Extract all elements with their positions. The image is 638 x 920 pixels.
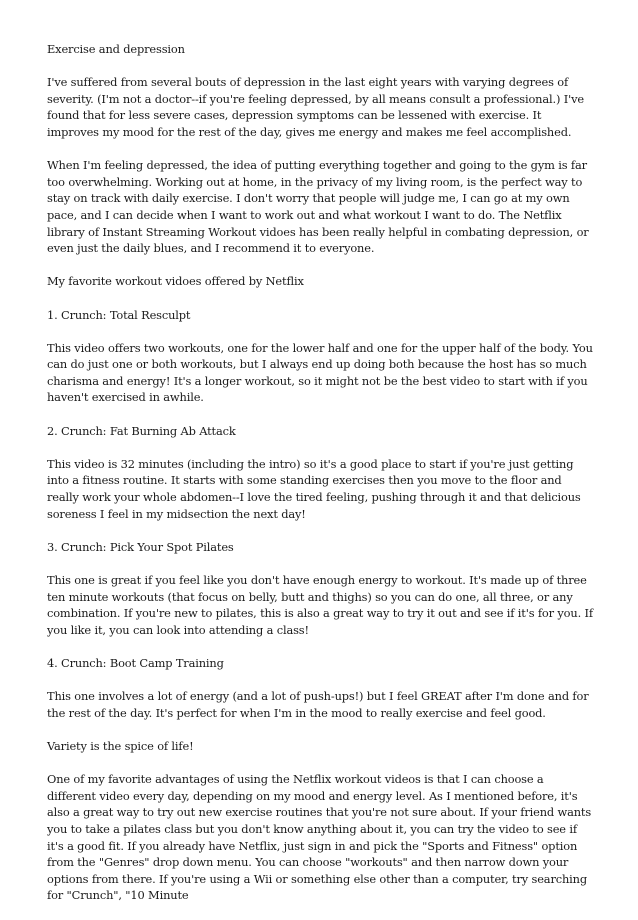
section-heading-favorites: My favorite workout vidoes offered by Netflix xyxy=(47,274,304,289)
video-heading-4: 4. Crunch: Boot Camp Training xyxy=(47,655,224,670)
video-description-4: This one involves a lot of energy (and a lot of push-ups!) but I feel GREAT after I'm done and for the rest of the day. It's perfect for when I'm in the mood to really exercise and feel good. xyxy=(47,689,589,720)
video-description-3: This one is great if you feel like you don't have enough energy to workout. It's made up of three ten minute workouts (that focus on belly, butt and thighs) so you can do one, all three, or any combination. If you're new to pilates, this is also a great way to try it out and see if it's for you. If you like it, you can look into attending a class! xyxy=(47,573,593,637)
paragraph-variety: One of my favorite advantages of using the Netflix workout videos is that I can choose a different video every day, depending on my mood and energy level. As I mentioned before, it's also a great way to try out new exercise routines that you're not sure about. If your friend wants you to take a pilates class but you don't know anything about it, you can try the video to see if it's a good fit. If you already have Netflix, just sign in and pick the "Sports and Fitness" option from the "Genres" drop down menu. You can choose "workouts" and then narrow down your options from there. If you're using a Wii or something else other than a computer, try searching for "Crunch", "10 Minute xyxy=(47,772,592,903)
document-title: Exercise and depression xyxy=(47,42,185,56)
video-heading-3: 3. Crunch: Pick Your Spot Pilates xyxy=(47,539,234,554)
video-description-2: This video is 32 minutes (including the intro) so it's a good place to start if you're just getting into a fitness routine. It starts with some standing exercises then you move to the floor and really work your whole abdomen--I love the tired feeling, pushing through it and that delicious soreness I feel in my midsection the next day! xyxy=(47,456,581,521)
paragraph-intro: I've suffered from several bouts of depression in the last eight years with varying degrees of severity. (I'm not a doctor--if you're feeling depressed, by all means consult a professional.) I've found that for less severe cases, depression symptoms can be lessened with exercise. It improves my mood for the rest of the day, gives me energy and makes me feel accomplished. xyxy=(47,75,584,139)
video-heading-2: 2. Crunch: Fat Burning Ab Attack xyxy=(47,423,236,438)
video-heading-1: 1. Crunch: Total Resculpt xyxy=(47,307,191,322)
video-description-1: This video offers two workouts, one for the lower half and one for the upper half of the body. You can do just one or both workouts, but I always end up doing both because the host has so much charisma and energy! It's a longer workout, so it might not be the best video to start with if you haven't exercised in awhile. xyxy=(47,340,593,405)
paragraph-home-workout: When I'm feeling depressed, the idea of putting everything together and going to the gym is far too overwhelming. Working out at home, in the privacy of my living room, is the perfect way to stay on track with daily exercise. I don't worry that people will judge me, I can go at my own pace, and I can decide when I want to work out and what workout I want to do. The Netflix library of Instant Streaming Workout vidoes has been really helpful in combating depression, or even just the daily blues, and I recommend it to everyone. xyxy=(47,158,589,256)
section-heading-variety: Variety is the spice of life! xyxy=(47,738,194,753)
document-page xyxy=(47,41,595,920)
